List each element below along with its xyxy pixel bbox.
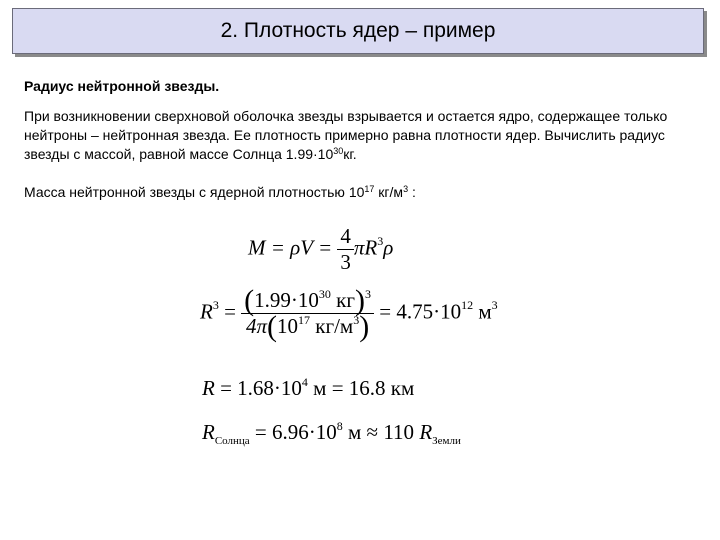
fraction-numerator: 4: [337, 224, 354, 250]
formula-sun-exponent: 8: [336, 419, 343, 433]
formula-r3-equals: =: [218, 299, 242, 324]
formula-mass-fraction: [337, 224, 354, 275]
formula-sun-value: = 6.96·10: [249, 420, 337, 444]
formula-radius-lhs: R: [202, 376, 215, 400]
formula-radius-value: = 1.68·10: [214, 376, 302, 400]
numerator-value: 1.99·10: [254, 288, 319, 312]
slide-subtitle: Радиус нейтронной звезды.: [24, 78, 220, 94]
denominator-value: 10: [277, 314, 298, 338]
formula-r3-denominator: $4\pi(10^{17}$ $кг/м^3$): [245, 310, 370, 343]
formula-sun-lhs-sub: Солнца: [214, 435, 250, 447]
formula-mass-rhs: πR: [353, 235, 378, 260]
denominator-exponent: 17: [298, 313, 310, 327]
formula-r3-result-exponent: 12: [461, 298, 474, 313]
formula-radius-exponent: 4: [301, 375, 308, 389]
mass-unit: кг/м: [374, 184, 404, 200]
problem-paragraph: [24, 107, 704, 164]
formula-earth-sub: Земли: [432, 435, 461, 447]
formula-r3-lhs: R: [200, 299, 213, 324]
formula-earth-r: R: [419, 420, 433, 444]
formula-r3-result-unit-exponent: 3: [491, 298, 498, 313]
formula-sun-tail: м ≈ 110: [342, 420, 420, 444]
formula-mass-rho: ρ: [383, 235, 394, 260]
formula-r3-fraction: [241, 284, 374, 343]
denominator-unit: кг/м: [310, 314, 354, 338]
formula-radius-tail: м = 16.8 км: [307, 376, 415, 400]
formula-mass-lhs: M = ρV =: [248, 235, 338, 260]
denominator-unit-exponent: 3: [353, 313, 360, 327]
mass-colon: :: [408, 184, 416, 200]
mass-paragraph: [24, 183, 704, 202]
formula-r3-lhs-exponent: 3: [212, 298, 219, 313]
denominator-coefficient: 4π: [245, 314, 267, 338]
problem-exponent: 30: [333, 146, 344, 156]
numerator-exponent: 30: [318, 287, 331, 301]
formula-radius-cubed: [200, 284, 498, 343]
formula-r3-result: = 4.75·10: [374, 299, 462, 324]
slide-title: 2. Плотность ядер – пример: [220, 19, 496, 42]
formula-r3-result-unit: м: [473, 299, 492, 324]
numerator-unit: кг: [330, 288, 355, 312]
formula-radius: [202, 376, 414, 401]
formula-mass-rhs-exponent: 3: [377, 234, 384, 249]
problem-text: При возникновении сверхновой оболочка звезды взрывается и остается ядро, содержащее только нейтроны – нейтронная звезда. Ее плотность примерно равна плотности ядер. Вычислить радиус звезды с массой, равной массе Солнца 1.99·10: [24, 108, 668, 162]
slide-title-box: [12, 8, 704, 54]
formula-mass: [248, 224, 393, 275]
mass-unit-exponent: 3: [403, 184, 409, 194]
formula-sun-lhs: R: [202, 420, 215, 444]
formula-sun-radius: [202, 420, 461, 445]
fraction-denominator: 3: [340, 250, 351, 274]
mass-exponent: 17: [364, 184, 375, 194]
numerator-power: 3: [365, 287, 371, 301]
formula-r3-numerator: ($1.99\cdot 10^{30}$ кг)$^3$: [241, 288, 374, 314]
mass-text: Масса нейтронной звезды с ядерной плотностью 10: [24, 184, 365, 200]
problem-unit: кг.: [343, 146, 357, 162]
